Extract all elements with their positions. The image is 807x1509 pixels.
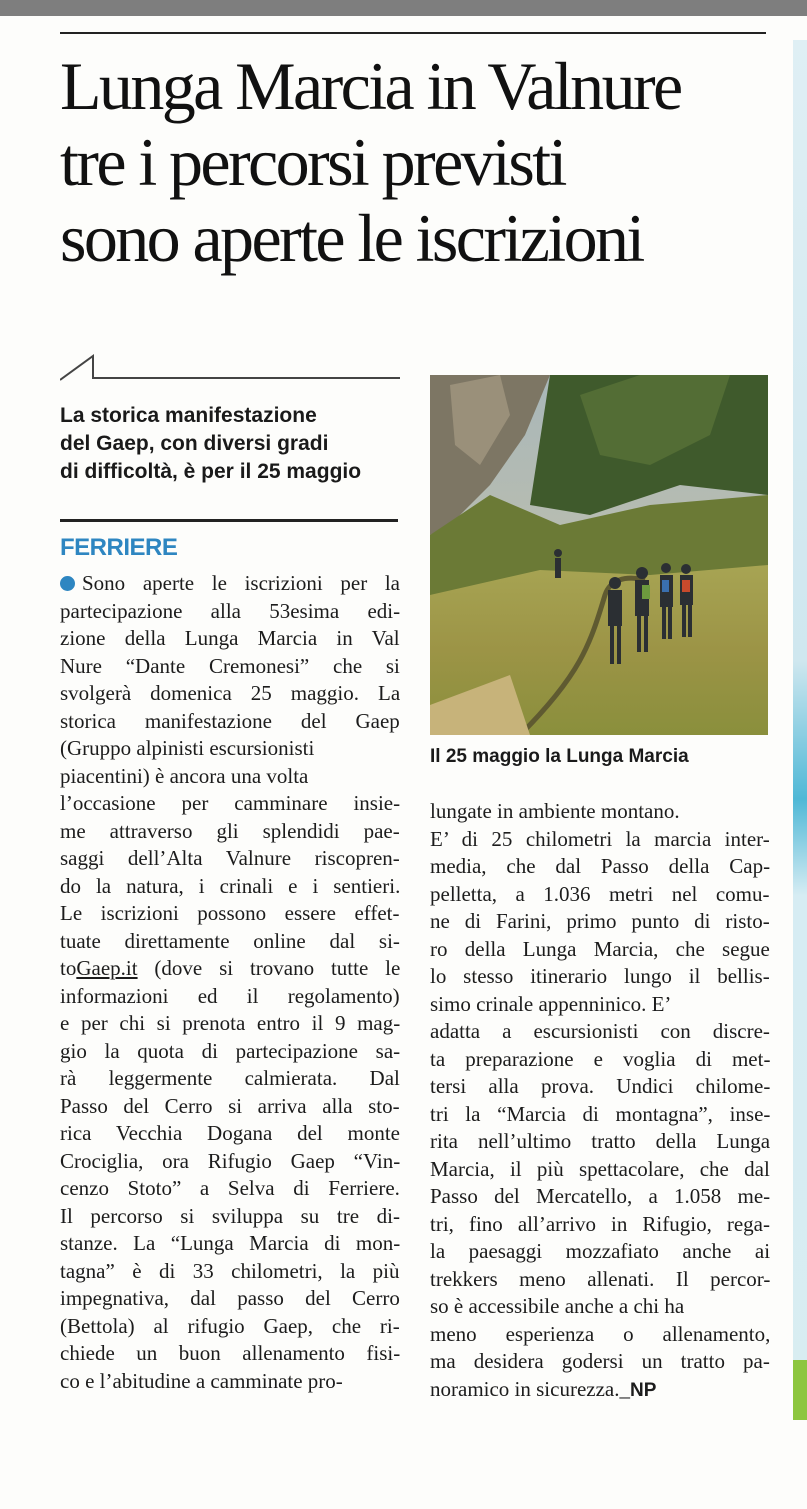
text-line: rita nell’ultimo tratto della Lunga: [430, 1129, 771, 1153]
text-line: cenzo Stoto” a Selva di Ferriere.: [60, 1176, 400, 1200]
text-line: Crociglia, ora Rifugio Gaep “Vin-: [60, 1148, 401, 1173]
text-line: Sono aperte le iscrizioni per la: [60, 570, 400, 598]
text-line: simo crinale appenninico. E’: [430, 991, 672, 1016]
text-line: zione della Lunga Marcia in Val: [60, 626, 400, 650]
subhead-line-2: del Gaep, con diversi gradi: [60, 432, 329, 455]
text-line: informazioni ed il regolamento): [60, 983, 400, 1008]
gaep-website-link[interactable]: Gaep.it: [76, 956, 138, 980]
headline-line-1: Lunga Marcia in Valnure: [60, 48, 681, 124]
text-line: lungate in ambiente montano.: [430, 799, 680, 823]
text-line: Le iscrizioni possono essere effet-: [60, 901, 400, 925]
text-line: ma desidera godersi un tratto pa-: [430, 1349, 770, 1373]
subheadline: [60, 402, 405, 486]
text-line: storica manifestazione del Gaep: [60, 708, 400, 733]
text-line: co e l’abitudine a camminate pro-: [60, 1368, 343, 1393]
top-bar: [0, 0, 807, 16]
text-line: trekkers meno allenati. Il percor-: [430, 1266, 771, 1291]
mountain-line-icon: [60, 352, 400, 382]
text-line: pelletta, a 1.036 metri nel comu-: [430, 881, 770, 906]
text-line: Il percorso si sviluppa su tre di-: [60, 1203, 400, 1228]
text-line: tri la “Marcia di montagna”, inse-: [430, 1101, 771, 1126]
text-line: tagna” è di 33 chilometri, la più: [60, 1258, 400, 1283]
text-line: rica Vecchia Dogana del monte: [60, 1121, 400, 1145]
subhead-line-1: La storica manifestazione: [60, 404, 317, 427]
text-line: Nure “Dante Cremonesi” che si: [60, 653, 400, 678]
text-line: adatta a escursionisti con discre-: [430, 1019, 770, 1043]
location-kicker: FERRIERE: [60, 534, 178, 561]
text-line: rà leggermente calmierata. Dal: [60, 1066, 400, 1090]
text-line: ro della Lunga Marcia, che segue: [430, 936, 770, 961]
subhead-rule: [60, 519, 398, 522]
adjacent-page-edge: [793, 40, 807, 1420]
text-line: toGaep.it (dove si trovano tutte le: [60, 956, 401, 980]
text-line: E’ di 25 chilometri la marcia inter-: [430, 826, 770, 851]
text-line: chiede un buon allenamento fisi-: [60, 1341, 401, 1365]
text-line: e per chi si prenota entro il 9 mag-: [60, 1011, 401, 1035]
headline-line-2: tre i percorsi previsti: [60, 124, 565, 200]
text-line: lo stesso itinerario lungo il bellis-: [430, 964, 770, 988]
author-signature: NP: [630, 1379, 657, 1401]
text-line: Passo del Mercatello, a 1.058 me-: [430, 1184, 771, 1208]
photo-caption: Il 25 maggio la Lunga Marcia: [430, 746, 689, 767]
text-line: Marcia, il più spettacolare, che dal: [430, 1156, 770, 1181]
text-line: (Gruppo alpinisti escursionisti: [60, 736, 315, 760]
article-column-1: [60, 570, 400, 1395]
blue-dot-icon: [60, 576, 75, 591]
text-line: gio la quota di partecipazione sa-: [60, 1038, 401, 1063]
subhead-line-3: di difficoltà, è per il 25 maggio: [60, 460, 362, 483]
text-line: la paesaggi mozzafiato anche ai: [430, 1239, 771, 1263]
top-rule: [60, 32, 766, 34]
text-line: impegnativa, dal passo del Cerro: [60, 1286, 400, 1310]
text-line: me attraverso gli splendidi pae-: [60, 818, 400, 843]
text-line: so è accessibile anche a chi ha: [430, 1294, 685, 1318]
text-line: piacentini) è ancora una volta: [60, 763, 309, 788]
text-line: ta preparazione e voglia di met-: [430, 1046, 771, 1071]
text-line: tuate direttamente online dal si-: [60, 928, 400, 953]
text-line: saggi dell’Alta Valnure riscopren-: [60, 846, 400, 870]
text-line: meno esperienza o allenamento,: [430, 1321, 771, 1346]
article-column-2: [430, 798, 770, 1403]
hiking-photo: [430, 375, 768, 735]
headline: [60, 48, 780, 276]
text-line: noramico in sicurezza._NP: [430, 1376, 657, 1401]
text-line: stanze. La “Lunga Marcia di mon-: [60, 1231, 401, 1255]
text-line: tersi alla prova. Undici chilome-: [430, 1074, 771, 1098]
text-line: ne di Farini, primo punto di risto-: [430, 909, 770, 933]
text-line: Passo del Cerro si arriva alla sto-: [60, 1093, 400, 1118]
text-line: svolgerà domenica 25 maggio. La: [60, 681, 401, 705]
text-line: media, che dal Passo della Cap-: [430, 854, 771, 878]
headline-line-3: sono aperte le iscrizioni: [60, 200, 643, 276]
text-line: l’occasione per camminare insie-: [60, 791, 401, 815]
text-line: (Bettola) al rifugio Gaep, che ri-: [60, 1313, 400, 1338]
text-line: tri, fino all’arrivo in Rifugio, rega-: [430, 1211, 770, 1236]
text-line: partecipazione alla 53esima edi-: [60, 598, 401, 623]
text-line: do la natura, i crinali e i sentieri.: [60, 873, 401, 898]
